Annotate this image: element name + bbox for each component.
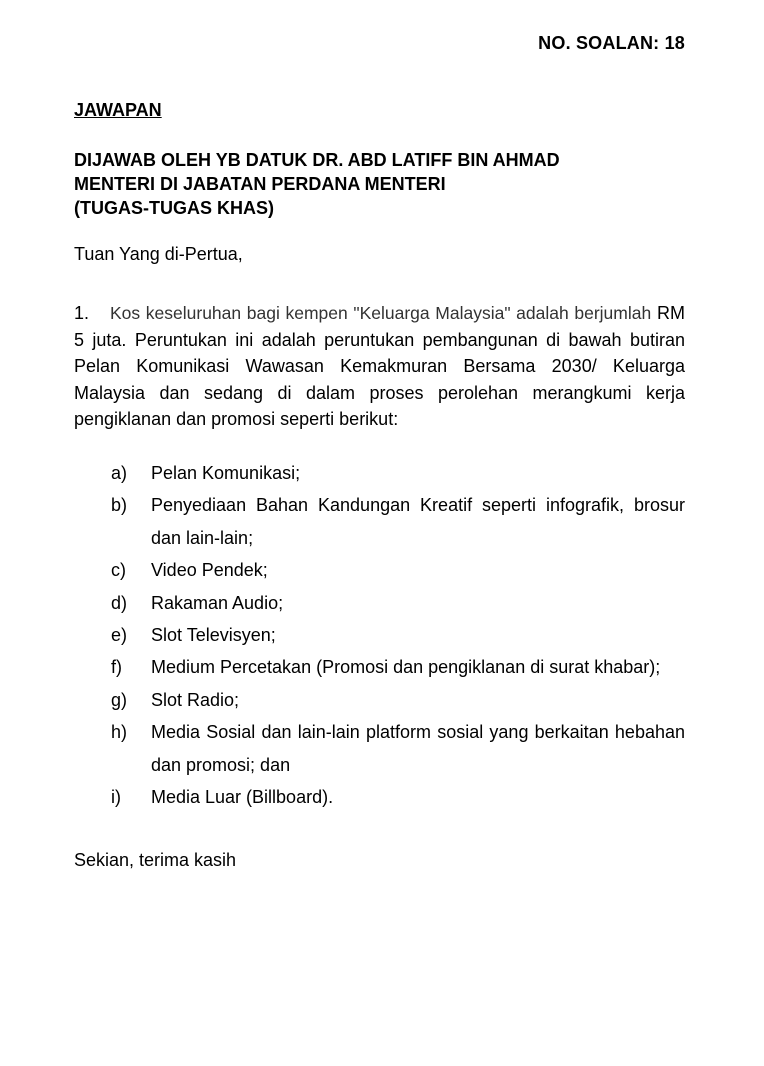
list-item [111, 489, 685, 554]
list-item [111, 554, 685, 586]
list-item-letter: a) [111, 463, 128, 483]
item-list [111, 457, 685, 813]
list-item-text: Pelan Komunikasi; [151, 463, 301, 483]
list-item-text: Slot Televisyen; [151, 625, 276, 646]
answered-by-line: DIJAWAB OLEH YB DATUK DR. ABD LATIFF BIN AHMAD [74, 150, 560, 170]
list-item [111, 651, 685, 683]
list-item [111, 587, 685, 619]
list-item-letter: f) [111, 657, 122, 678]
list-item [111, 684, 685, 716]
answered-by-line: (TUGAS-TUGAS KHAS) [74, 198, 274, 218]
list-item-letter: g) [111, 689, 128, 710]
list-item-text: Slot Radio; [151, 689, 240, 710]
list-item-text: Penyediaan Bahan Kandungan Kreatif seperti infografik, brosur dan lain-lain; [151, 495, 685, 548]
paragraph-number: 1. [74, 303, 90, 323]
salutation: Tuan Yang di-Pertua, [74, 244, 243, 264]
list-item [111, 781, 685, 813]
list-item-text: Rakaman Audio; [151, 592, 284, 613]
list-item [111, 619, 685, 651]
list-item-letter: h) [111, 722, 128, 743]
paragraph-first-line: Kos keseluruhan bagi kempen "Keluarga Malaysia" adalah berjumlah [110, 303, 652, 323]
list-item-letter: d) [111, 592, 128, 613]
answered-by-block [74, 148, 560, 220]
answered-by-line: MENTERI DI JABATAN PERDANA MENTERI [74, 174, 446, 194]
list-item-letter: i) [111, 787, 121, 808]
list-item-text: Medium Percetakan (Promosi dan pengiklanan di surat khabar); [151, 657, 661, 678]
list-item [111, 716, 685, 781]
list-item-text: Media Sosial dan lain-lain platform sosial yang berkaitan hebahan dan promosi; dan [151, 722, 685, 775]
closing-text: Sekian, terima kasih [74, 850, 237, 870]
list-item-letter: e) [111, 625, 128, 646]
list-item-text: Video Pendek; [151, 560, 268, 581]
question-number: NO. SOALAN: 18 [538, 33, 685, 53]
list-item [111, 457, 685, 489]
list-item-letter: c) [111, 560, 126, 581]
list-item-text: Media Luar (Billboard). [151, 787, 334, 808]
paragraph-body: RM 5 juta. Peruntukan ini adalah peruntukan pembangunan di bawah butiran Pelan Komunikasi Wawasan Kemakmuran Bersama 2030/ Keluarga Malaysia dan sedang di dalam proses perolehan merangkumi kerja pengiklanan dan promosi seperti berikut: [74, 303, 685, 429]
list-item-letter: b) [111, 495, 128, 516]
answer-heading: JAWAPAN [74, 100, 162, 120]
answer-paragraph [74, 300, 685, 433]
